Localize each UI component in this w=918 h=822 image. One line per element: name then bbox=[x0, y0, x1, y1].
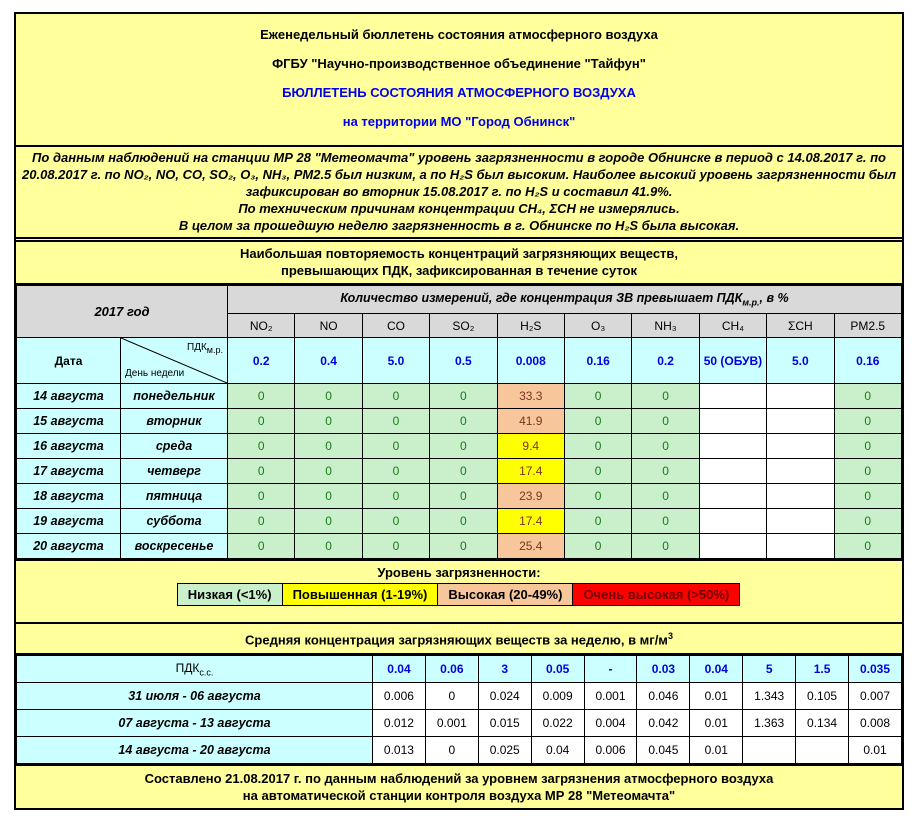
pollutant-header-nh3: NH₃ bbox=[632, 314, 699, 338]
value-cell: 0 bbox=[228, 484, 295, 509]
value-cell: 0 bbox=[430, 409, 497, 434]
pdk-mr-subscript: м.р. bbox=[742, 297, 760, 308]
value-cell: 17.4 bbox=[497, 459, 564, 484]
value-cell: 0 bbox=[834, 509, 901, 534]
pollutant-header-no2: NO₂ bbox=[228, 314, 295, 338]
value-cell: 0 bbox=[632, 484, 699, 509]
value-cell: 0 bbox=[362, 484, 429, 509]
value-cell: 0.134 bbox=[796, 709, 849, 736]
bulletin-weekly-title: Еженедельный бюллетень состояния атмосферного воздуха bbox=[260, 27, 658, 42]
avg-table-section bbox=[16, 655, 902, 766]
pollutant-header-ch4: CH₄ bbox=[699, 314, 766, 338]
value-cell: 0 bbox=[362, 459, 429, 484]
legend-section bbox=[16, 561, 902, 624]
value-cell bbox=[767, 484, 834, 509]
value-cell: 0 bbox=[632, 509, 699, 534]
value-cell: 0 bbox=[564, 384, 631, 409]
value-cell: 0.042 bbox=[637, 709, 690, 736]
pdk-value-cell: 5.0 bbox=[767, 338, 834, 384]
value-cell: 0 bbox=[632, 409, 699, 434]
value-cell: 0.009 bbox=[531, 682, 584, 709]
pdk-value-cell: 0.16 bbox=[834, 338, 901, 384]
value-cell bbox=[699, 484, 766, 509]
value-cell: 0 bbox=[430, 459, 497, 484]
value-cell: 0 bbox=[632, 459, 699, 484]
bulletin-main-title: БЮЛЛЕТЕНЬ СОСТОЯНИЯ АТМОСФЕРНОГО ВОЗДУХА bbox=[282, 85, 636, 100]
weekday-cell: воскресенье bbox=[121, 534, 228, 559]
value-cell: 1.343 bbox=[743, 682, 796, 709]
value-cell bbox=[767, 384, 834, 409]
value-cell: 0.001 bbox=[584, 682, 637, 709]
table-row bbox=[17, 534, 902, 559]
value-cell: 0.006 bbox=[584, 736, 637, 763]
table-row bbox=[17, 384, 902, 409]
value-cell: 0.01 bbox=[690, 736, 743, 763]
legend-item-elevated: Повышенная (1-19%) bbox=[282, 583, 439, 606]
value-cell bbox=[699, 509, 766, 534]
table-row bbox=[17, 709, 902, 736]
exceed-table bbox=[16, 285, 902, 559]
value-cell: 0 bbox=[295, 534, 362, 559]
value-cell: 0 bbox=[834, 409, 901, 434]
measurements-header-cell bbox=[228, 286, 902, 314]
date-cell: 18 августа bbox=[17, 484, 121, 509]
legend-item-high: Высокая (20-49%) bbox=[437, 583, 573, 606]
value-cell: 41.9 bbox=[497, 409, 564, 434]
value-cell: 0.006 bbox=[373, 682, 426, 709]
weekday-cell: понедельник bbox=[121, 384, 228, 409]
value-cell: 0.015 bbox=[478, 709, 531, 736]
bulletin-document bbox=[14, 12, 904, 810]
diagonal-bottom-label: День недели bbox=[125, 368, 185, 379]
pollutant-header-pm25: PM2.5 bbox=[834, 314, 901, 338]
value-cell: 0 bbox=[834, 484, 901, 509]
value-cell: 0 bbox=[632, 534, 699, 559]
territory-subtitle: на территории МО "Город Обнинск" bbox=[342, 114, 576, 129]
value-cell: 0.01 bbox=[690, 682, 743, 709]
value-cell: 0.01 bbox=[849, 736, 902, 763]
table-row bbox=[17, 459, 902, 484]
value-cell: 0 bbox=[228, 384, 295, 409]
pollutant-header-h2s: H₂S bbox=[497, 314, 564, 338]
summary-line-2: По техническим причинам концентрации CH₄, ΣCH не измерялись. bbox=[238, 201, 680, 216]
pdk-value-cell: 0.05 bbox=[531, 655, 584, 682]
pollutant-header-so2: SO₂ bbox=[430, 314, 497, 338]
value-cell bbox=[767, 459, 834, 484]
value-cell: 0.04 bbox=[531, 736, 584, 763]
pdk-value-cell: 0.5 bbox=[430, 338, 497, 384]
value-cell: 0.012 bbox=[373, 709, 426, 736]
avg-section-title bbox=[16, 624, 902, 655]
period-cell: 14 августа - 20 августа bbox=[17, 736, 373, 763]
measurements-header-text: Количество измерений, где концентрация ЗВ превышает ПДК bbox=[340, 291, 743, 306]
footer-line-1: Составлено 21.08.2017 г. по данным наблюдений за уровнем загрязнения атмосферного воздуха bbox=[144, 770, 774, 786]
value-cell: 0.046 bbox=[637, 682, 690, 709]
date-cell: 17 августа bbox=[17, 459, 121, 484]
pollutant-header-no: NO bbox=[295, 314, 362, 338]
pollutant-header-co: CO bbox=[362, 314, 429, 338]
pdk-value-cell: 5.0 bbox=[362, 338, 429, 384]
pdk-value-cell: 0.008 bbox=[497, 338, 564, 384]
value-cell: 0.007 bbox=[849, 682, 902, 709]
weekday-cell: четверг bbox=[121, 459, 228, 484]
pdk-value-cell: 0.035 bbox=[849, 655, 902, 682]
summary-line-1: По данным наблюдений на станции МР 28 "Метеомачта" уровень загрязненности в городе Обнинске в период с 14.08.2017 г. по 20.08.2017 г. по NO₂, NO, CO, SO₂, O₃, NH₃, PM2.5 был низким, а по H₂S был высоким. Наиболее высокий уровень загрязненности был зафиксирован во вторник 15.08.2017 г. по H₂S и составил 41.9%. bbox=[22, 150, 896, 199]
value-cell: 0 bbox=[295, 484, 362, 509]
value-cell: 0.025 bbox=[478, 736, 531, 763]
pdk-label: ПДК bbox=[187, 342, 207, 353]
value-cell: 0 bbox=[228, 434, 295, 459]
value-cell: 0 bbox=[228, 534, 295, 559]
date-cell: 20 августа bbox=[17, 534, 121, 559]
table-row bbox=[17, 509, 902, 534]
value-cell: 0.008 bbox=[849, 709, 902, 736]
value-cell: 0 bbox=[564, 434, 631, 459]
pdk-value-cell: 0.4 bbox=[295, 338, 362, 384]
value-cell bbox=[767, 509, 834, 534]
pdk-value-cell: 0.03 bbox=[637, 655, 690, 682]
value-cell: 0 bbox=[362, 509, 429, 534]
value-cell: 0 bbox=[362, 434, 429, 459]
pdk-value-cell: 3 bbox=[478, 655, 531, 682]
value-cell: 0 bbox=[564, 459, 631, 484]
summary-line-3: В целом за прошедшую неделю загрязненность в г. Обнинске по H₂S была высокая. bbox=[178, 218, 740, 233]
value-cell bbox=[767, 409, 834, 434]
value-cell: 17.4 bbox=[497, 509, 564, 534]
value-cell: 0.013 bbox=[373, 736, 426, 763]
pdk-ss-label-cell bbox=[17, 655, 373, 682]
exceed-section-title bbox=[16, 242, 902, 285]
value-cell bbox=[796, 736, 849, 763]
value-cell: 0 bbox=[834, 434, 901, 459]
table-row bbox=[17, 434, 902, 459]
value-cell: 0.045 bbox=[637, 736, 690, 763]
pdk-value-cell: 0.04 bbox=[690, 655, 743, 682]
date-cell: 15 августа bbox=[17, 409, 121, 434]
value-cell: 23.9 bbox=[497, 484, 564, 509]
table-row bbox=[17, 409, 902, 434]
pollutant-header-o3: O₃ bbox=[564, 314, 631, 338]
header-section bbox=[16, 14, 902, 147]
value-cell: 0 bbox=[362, 384, 429, 409]
value-cell: 0 bbox=[295, 509, 362, 534]
value-cell: 0 bbox=[632, 384, 699, 409]
value-cell: 0.004 bbox=[584, 709, 637, 736]
weekday-cell: пятница bbox=[121, 484, 228, 509]
avg-pdk-row bbox=[17, 655, 902, 682]
value-cell: 0 bbox=[564, 409, 631, 434]
period-cell: 07 августа - 13 августа bbox=[17, 709, 373, 736]
pdk-value-cell: - bbox=[584, 655, 637, 682]
pollutant-header-sch: ΣCH bbox=[767, 314, 834, 338]
exceed-title-line-2: превышающих ПДК, зафиксированная в течение суток bbox=[281, 262, 637, 278]
pdk-value-cell: 0.2 bbox=[632, 338, 699, 384]
value-cell: 0 bbox=[564, 534, 631, 559]
pdk-mr-subscript: м.р. bbox=[206, 345, 223, 355]
value-cell: 9.4 bbox=[497, 434, 564, 459]
value-cell: 0 bbox=[295, 384, 362, 409]
value-cell: 0 bbox=[362, 409, 429, 434]
measurements-header-units: , в % bbox=[759, 291, 789, 306]
pdk-value-cell: 0.16 bbox=[564, 338, 631, 384]
value-cell: 0.022 bbox=[531, 709, 584, 736]
value-cell: 0.01 bbox=[690, 709, 743, 736]
pdk-value-cell: 0.04 bbox=[373, 655, 426, 682]
table-row bbox=[17, 682, 902, 709]
summary-section bbox=[16, 147, 902, 239]
value-cell bbox=[767, 534, 834, 559]
value-cell: 0 bbox=[834, 534, 901, 559]
value-cell bbox=[699, 459, 766, 484]
period-cell: 31 июля - 06 августа bbox=[17, 682, 373, 709]
legend-title: Уровень загрязненности: bbox=[377, 565, 541, 580]
footer-line-2: на автоматической станции контроля воздуха МР 28 "Метеомачта" bbox=[242, 787, 676, 803]
year-header-cell: 2017 год bbox=[17, 286, 228, 338]
value-cell bbox=[743, 736, 796, 763]
value-cell: 0 bbox=[564, 509, 631, 534]
value-cell: 0.024 bbox=[478, 682, 531, 709]
value-cell: 0 bbox=[228, 509, 295, 534]
value-cell: 0 bbox=[362, 534, 429, 559]
table-row bbox=[17, 736, 902, 763]
value-cell: 0 bbox=[295, 409, 362, 434]
pdk-value-cell: 5 bbox=[743, 655, 796, 682]
value-cell: 0 bbox=[632, 434, 699, 459]
date-cell: 19 августа bbox=[17, 509, 121, 534]
value-cell: 0 bbox=[430, 434, 497, 459]
value-cell: 0 bbox=[295, 459, 362, 484]
value-cell bbox=[699, 434, 766, 459]
value-cell: 0 bbox=[564, 484, 631, 509]
table-row bbox=[17, 484, 902, 509]
weekday-cell: среда bbox=[121, 434, 228, 459]
value-cell bbox=[699, 534, 766, 559]
value-cell bbox=[699, 384, 766, 409]
value-cell: 0 bbox=[834, 459, 901, 484]
value-cell: 0 bbox=[228, 409, 295, 434]
date-cell: 14 августа bbox=[17, 384, 121, 409]
pdk-value-cell: 0.2 bbox=[228, 338, 295, 384]
value-cell: 25.4 bbox=[497, 534, 564, 559]
weekday-cell: вторник bbox=[121, 409, 228, 434]
pdk-value-cell: 0.06 bbox=[425, 655, 478, 682]
pdk-value-cell: 1.5 bbox=[796, 655, 849, 682]
value-cell: 0 bbox=[430, 509, 497, 534]
value-cell: 0.105 bbox=[796, 682, 849, 709]
value-cell bbox=[699, 409, 766, 434]
pdk-ss-subscript: с.с. bbox=[199, 667, 214, 678]
pdk-value-cell: 50 (ОБУВ) bbox=[699, 338, 766, 384]
value-cell: 1.363 bbox=[743, 709, 796, 736]
value-cell: 0 bbox=[430, 384, 497, 409]
value-cell: 0 bbox=[430, 484, 497, 509]
date-cell: 16 августа bbox=[17, 434, 121, 459]
pdk-label: ПДК bbox=[175, 660, 200, 675]
value-cell: 0 bbox=[295, 434, 362, 459]
avg-table bbox=[16, 655, 902, 764]
date-column-header: Дата bbox=[17, 338, 121, 384]
value-cell: 0 bbox=[430, 534, 497, 559]
value-cell: 0 bbox=[834, 384, 901, 409]
legend-item-low: Низкая (<1%) bbox=[177, 583, 283, 606]
diagonal-top-label bbox=[187, 342, 223, 355]
exceed-title-line-1: Наибольшая повторяемость концентраций загрязняющих веществ, bbox=[239, 246, 679, 261]
exceed-table-section bbox=[16, 285, 902, 561]
footer-section bbox=[16, 766, 902, 808]
legend-item-very-high: Очень высокая (>50%) bbox=[572, 583, 740, 606]
legend-row bbox=[16, 583, 902, 606]
value-cell: 0 bbox=[425, 736, 478, 763]
value-cell: 0 bbox=[425, 682, 478, 709]
diagonal-header-cell bbox=[121, 338, 228, 384]
value-cell: 0 bbox=[228, 459, 295, 484]
avg-title-superscript: 3 bbox=[667, 631, 673, 641]
avg-title-text: Средняя концентрация загрязняющих веществ за неделю, в мг/м bbox=[245, 632, 668, 648]
weekday-cell: суббота bbox=[121, 509, 228, 534]
value-cell: 0.001 bbox=[425, 709, 478, 736]
organization-name: ФГБУ "Научно-производственное объединение "Тайфун" bbox=[272, 56, 646, 71]
value-cell bbox=[767, 434, 834, 459]
value-cell: 33.3 bbox=[497, 384, 564, 409]
